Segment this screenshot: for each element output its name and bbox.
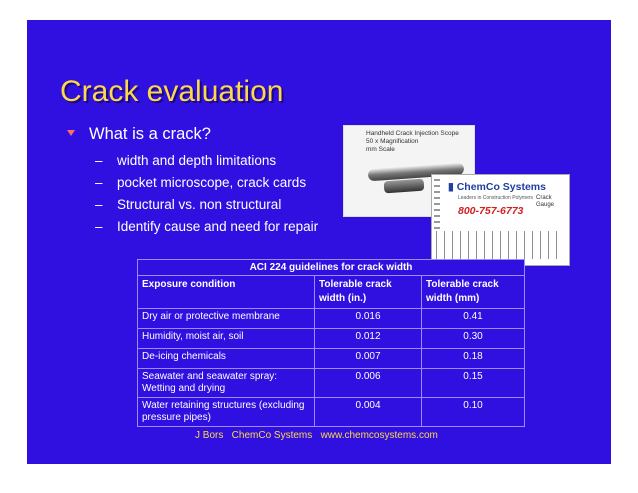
table-header-row [138, 276, 525, 309]
cell-in: 0.007 [315, 349, 422, 369]
cell-in: 0.006 [315, 369, 422, 398]
header-width-in: Tolerable crack width (in.) [315, 276, 422, 309]
cell-in: 0.016 [315, 309, 422, 329]
card-phone: 800-757-6773 [458, 205, 524, 217]
main-bullet-text: What is a crack? [89, 125, 211, 143]
card-gauge-label: Crack Gauge [536, 195, 555, 208]
header-width-mm: Tolerable crack width (mm) [422, 276, 525, 309]
cell-mm: 0.30 [422, 329, 525, 349]
slide [27, 20, 611, 464]
crack-width-table [137, 259, 525, 427]
slide-footer: J Bors ChemCo Systems www.chemcosystems.com [195, 430, 438, 441]
cell-condition: Seawater and seawater spray: Wetting and drying [138, 369, 315, 398]
table-row [138, 309, 525, 329]
table-row [138, 329, 525, 349]
card-width-lines [436, 231, 564, 259]
triangle-bullet-icon [67, 130, 75, 136]
cell-mm: 0.10 [422, 398, 525, 427]
card-scale-marks [434, 179, 440, 229]
cell-condition: Humidity, moist air, soil [138, 329, 315, 349]
cell-condition: Water retaining structures (excluding pressure pipes) [138, 398, 315, 427]
card-tagline: Leaders in Construction Polymers [458, 195, 534, 201]
table-caption: ACI 224 guidelines for crack width [138, 260, 525, 276]
scope-eyepiece [384, 179, 425, 194]
cell-in: 0.012 [315, 329, 422, 349]
sub-bullet: – width and depth limitations [95, 153, 277, 168]
sub-bullet-list [95, 153, 318, 241]
sub-bullet: – Structural vs. non structural [95, 197, 282, 212]
table-row [138, 398, 525, 427]
cell-condition: De-icing chemicals [138, 349, 315, 369]
cell-mm: 0.15 [422, 369, 525, 398]
card-logo: ▮ ChemCo Systems [448, 181, 546, 193]
cell-condition: Dry air or protective membrane [138, 309, 315, 329]
sub-bullet: – pocket microscope, crack cards [95, 175, 307, 190]
table-row [138, 369, 525, 398]
cell-in: 0.004 [315, 398, 422, 427]
main-bullet [67, 125, 211, 144]
cell-mm: 0.41 [422, 309, 525, 329]
scope-caption: Handheld Crack Injection Scope 50 x Magnification mm Scale [366, 130, 459, 153]
crack-gauge-card-photo [431, 174, 570, 266]
cell-mm: 0.18 [422, 349, 525, 369]
slide-title: Crack evaluation [60, 75, 284, 108]
sub-bullet: – Identify cause and need for repair [95, 219, 319, 234]
table-row [138, 349, 525, 369]
header-exposure: Exposure condition [138, 276, 315, 309]
